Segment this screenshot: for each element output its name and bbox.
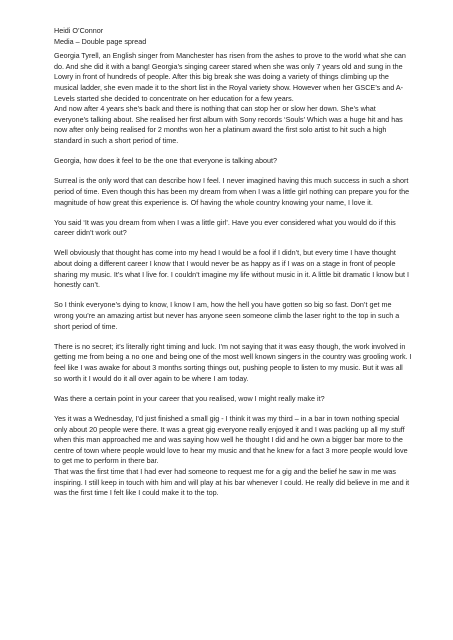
article-paragraph: And now after 4 years she’s back and there is nothing that can stop her or slow her down. She’s what everyone’s talking about. She realised her first album with Sony records ‘Souls’ Which was a huge hit and has now after only being realised for 2 months won her a platinum award the first solo artist to hit such a high standard in such a short period of time.	[54, 104, 403, 145]
article-paragraph: Yes it was a Wednesday, I’d just finished a small gig - I think it was my third – in a bar in town nothing special only about 20 people were there. It was a great gig everyone really enjoyed it and I was packing up all my stuff when this man approached me and was saying how well he thought I did and he own a bigger bar more to the centre of town where people would love to hear my music and that he knew for a fact 3 more people would love to get me to perform in there bar.	[54, 413, 408, 466]
article-paragraph: Georgia, how does it feel to be the one that everyone is talking about?	[54, 156, 277, 166]
article-paragraph: Was there a certain point in your career that you realised, wow I might really make it?	[54, 393, 325, 403]
author-name: Heidi O’Connor	[54, 26, 104, 35]
article-paragraph: There is no secret; it’s literally right timing and luck. I’m not saying that it was easy though, the work involved in getting me from being a no one and being one of the most well known singers in the country was grooling work. I feel like I was awake for about 3 months sorting things out, pushing people to listen to my music. But it was all so worth it I would do it all over again to be where I am today.	[54, 341, 412, 383]
article-paragraph: You said ‘It was you dream from when I was a little girl’. Have you ever considered what you would do if this career didn’t work out?	[54, 217, 396, 238]
document-page	[54, 26, 412, 499]
document-subtitle: Media – Double page spread	[54, 36, 147, 46]
article-paragraph: Well obviously that thought has come into my head I would be a fool if I didn’t, but every time I have thought about doing a different career I know that I would never be as happy as if I was on a stage in front of people sharing my music. It’s what I live for. I couldn’t imagine my life without music in it. A little bit dramatic I know but I honestly can’t.	[54, 248, 409, 290]
article-paragraph: Surreal is the only word that can describe how I feel. I never imagined having this much success in such a short period of time. Even though this has been my dream from when I was a little girl nothing can prepare you for the magnitude of how great this experience is. Of having the whole country knowing your name, I love it.	[54, 176, 410, 207]
article-body	[54, 51, 412, 499]
article-paragraph: Georgia Tyrell, an English singer from Manchester has risen from the ashes to prove to the world what she can do. And she did it with a bang! Georgia’s singing career stared when she was only 7 years old and sung in the Lowry in front of hundreds of people. After this big break she was doing a variety of things climbing up the musical ladder, she even made it to the short list in the Royal variety show. However when her GSCE’s and A-Levels started she decided to concentrate on her education for a few years.	[54, 51, 406, 103]
article-paragraph: So I think everyone’s dying to know, I know I am, how the hell you have gotten so big so fast. Don’t get me wrong you’re an amazing artist but never has anyone seen someone climb the laser right to the top in such a short period of time.	[54, 300, 400, 331]
article-paragraph: That was the first time that I had ever had someone to request me for a gig and the belief he saw in me was inspiring. I still keep in touch with him and will play at his bar whenever I could. He really did believe in me and it was the first time I felt like I could make it to the top.	[54, 466, 410, 498]
